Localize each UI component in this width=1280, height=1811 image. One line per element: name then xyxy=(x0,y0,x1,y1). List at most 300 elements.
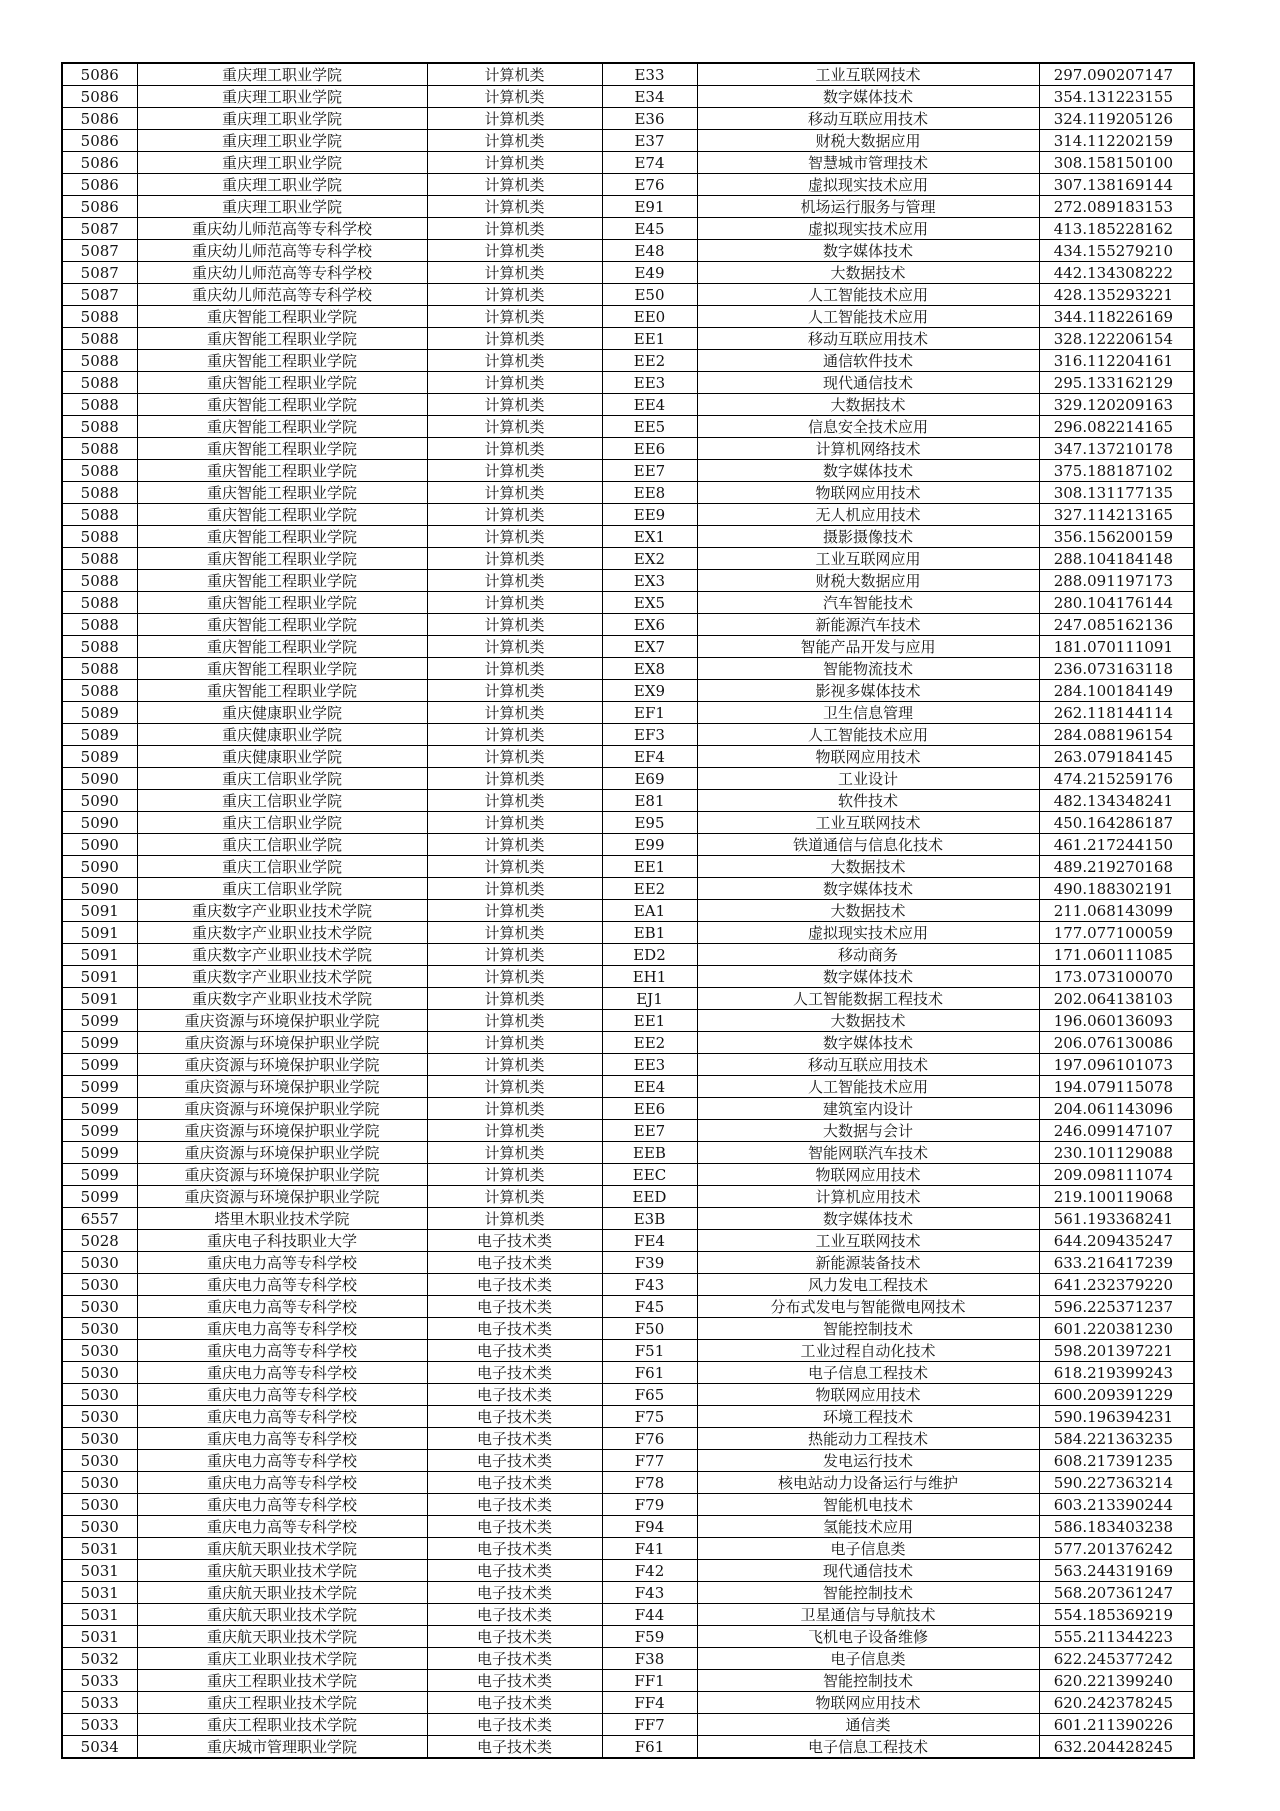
major-code-cell: E69 xyxy=(602,768,697,790)
score-cell: 328.122206154 xyxy=(1039,328,1194,350)
school-name-cell: 重庆智能工程职业学院 xyxy=(137,658,427,680)
category-cell: 计算机类 xyxy=(427,482,602,504)
table-row xyxy=(62,1076,1194,1098)
major-code-cell: EX9 xyxy=(602,680,697,702)
school-code-cell: 5091 xyxy=(62,966,137,988)
school-code-cell: 5091 xyxy=(62,900,137,922)
major-name-cell: 电子信息工程技术 xyxy=(697,1362,1039,1384)
school-name-cell: 重庆智能工程职业学院 xyxy=(137,570,427,592)
major-code-cell: F75 xyxy=(602,1406,697,1428)
category-cell: 计算机类 xyxy=(427,306,602,328)
major-code-cell: F51 xyxy=(602,1340,697,1362)
table-row xyxy=(62,1208,1194,1230)
major-name-cell: 智能控制技术 xyxy=(697,1318,1039,1340)
major-code-cell: EH1 xyxy=(602,966,697,988)
school-code-cell: 5033 xyxy=(62,1692,137,1714)
major-name-cell: 智能控制技术 xyxy=(697,1582,1039,1604)
major-code-cell: F45 xyxy=(602,1296,697,1318)
score-cell: 620.221399240 xyxy=(1039,1670,1194,1692)
school-name-cell: 重庆智能工程职业学院 xyxy=(137,416,427,438)
admission-score-table xyxy=(61,62,1195,1759)
major-code-cell: F39 xyxy=(602,1252,697,1274)
school-code-cell: 5030 xyxy=(62,1362,137,1384)
category-cell: 电子技术类 xyxy=(427,1604,602,1626)
score-cell: 211.068143099 xyxy=(1039,900,1194,922)
school-code-cell: 5090 xyxy=(62,790,137,812)
category-cell: 电子技术类 xyxy=(427,1670,602,1692)
school-name-cell: 重庆资源与环境保护职业学院 xyxy=(137,1054,427,1076)
score-cell: 230.101129088 xyxy=(1039,1142,1194,1164)
score-cell: 262.118144114 xyxy=(1039,702,1194,724)
school-code-cell: 5090 xyxy=(62,834,137,856)
score-cell: 442.134308222 xyxy=(1039,262,1194,284)
score-cell: 601.220381230 xyxy=(1039,1318,1194,1340)
school-name-cell: 重庆电力高等专科学校 xyxy=(137,1340,427,1362)
table-row xyxy=(62,1120,1194,1142)
school-name-cell: 重庆理工职业学院 xyxy=(137,130,427,152)
table-row xyxy=(62,1274,1194,1296)
major-name-cell: 智能机电技术 xyxy=(697,1494,1039,1516)
table-row xyxy=(62,1648,1194,1670)
score-cell: 601.211390226 xyxy=(1039,1714,1194,1736)
category-cell: 计算机类 xyxy=(427,768,602,790)
score-cell: 196.060136093 xyxy=(1039,1010,1194,1032)
table-row xyxy=(62,482,1194,504)
table-row xyxy=(62,1186,1194,1208)
school-name-cell: 重庆数字产业职业技术学院 xyxy=(137,944,427,966)
table-row xyxy=(62,306,1194,328)
category-cell: 计算机类 xyxy=(427,922,602,944)
score-cell: 474.215259176 xyxy=(1039,768,1194,790)
table-row xyxy=(62,636,1194,658)
score-cell: 324.119205126 xyxy=(1039,108,1194,130)
category-cell: 计算机类 xyxy=(427,372,602,394)
school-name-cell: 重庆电力高等专科学校 xyxy=(137,1494,427,1516)
school-name-cell: 重庆电力高等专科学校 xyxy=(137,1274,427,1296)
school-name-cell: 重庆电力高等专科学校 xyxy=(137,1406,427,1428)
major-code-cell: F65 xyxy=(602,1384,697,1406)
school-name-cell: 重庆工业职业技术学院 xyxy=(137,1648,427,1670)
major-name-cell: 智能产品开发与应用 xyxy=(697,636,1039,658)
table-row xyxy=(62,834,1194,856)
category-cell: 计算机类 xyxy=(427,196,602,218)
school-name-cell: 重庆幼儿师范高等专科学校 xyxy=(137,262,427,284)
school-name-cell: 重庆工信职业学院 xyxy=(137,856,427,878)
major-code-cell: F38 xyxy=(602,1648,697,1670)
school-name-cell: 重庆幼儿师范高等专科学校 xyxy=(137,218,427,240)
school-code-cell: 5033 xyxy=(62,1670,137,1692)
table-row xyxy=(62,548,1194,570)
score-cell: 632.204428245 xyxy=(1039,1736,1194,1759)
table-row xyxy=(62,438,1194,460)
school-code-cell: 5034 xyxy=(62,1736,137,1759)
school-code-cell: 5091 xyxy=(62,944,137,966)
major-name-cell: 人工智能技术应用 xyxy=(697,724,1039,746)
score-cell: 295.133162129 xyxy=(1039,372,1194,394)
category-cell: 计算机类 xyxy=(427,878,602,900)
major-name-cell: 数字媒体技术 xyxy=(697,86,1039,108)
table-row xyxy=(62,1714,1194,1736)
major-name-cell: 工业设计 xyxy=(697,768,1039,790)
major-name-cell: 人工智能技术应用 xyxy=(697,306,1039,328)
category-cell: 电子技术类 xyxy=(427,1296,602,1318)
school-code-cell: 5087 xyxy=(62,262,137,284)
score-cell: 181.070111091 xyxy=(1039,636,1194,658)
table-row xyxy=(62,416,1194,438)
school-name-cell: 重庆数字产业职业技术学院 xyxy=(137,988,427,1010)
school-code-cell: 5030 xyxy=(62,1472,137,1494)
score-cell: 314.112202159 xyxy=(1039,130,1194,152)
school-code-cell: 5091 xyxy=(62,988,137,1010)
major-name-cell: 新能源装备技术 xyxy=(697,1252,1039,1274)
school-code-cell: 5088 xyxy=(62,328,137,350)
table-row xyxy=(62,1032,1194,1054)
school-code-cell: 5086 xyxy=(62,63,137,86)
school-code-cell: 5028 xyxy=(62,1230,137,1252)
major-name-cell: 环境工程技术 xyxy=(697,1406,1039,1428)
category-cell: 计算机类 xyxy=(427,1054,602,1076)
table-row xyxy=(62,1494,1194,1516)
major-name-cell: 信息安全技术应用 xyxy=(697,416,1039,438)
table-row xyxy=(62,1098,1194,1120)
major-name-cell: 大数据技术 xyxy=(697,1010,1039,1032)
school-code-cell: 5099 xyxy=(62,1098,137,1120)
table-row xyxy=(62,592,1194,614)
school-name-cell: 重庆智能工程职业学院 xyxy=(137,328,427,350)
major-code-cell: EX7 xyxy=(602,636,697,658)
major-code-cell: F76 xyxy=(602,1428,697,1450)
category-cell: 计算机类 xyxy=(427,504,602,526)
major-name-cell: 大数据与会计 xyxy=(697,1120,1039,1142)
school-code-cell: 5090 xyxy=(62,856,137,878)
score-cell: 329.120209163 xyxy=(1039,394,1194,416)
table-row xyxy=(62,1230,1194,1252)
score-cell: 171.060111085 xyxy=(1039,944,1194,966)
school-code-cell: 5088 xyxy=(62,636,137,658)
category-cell: 计算机类 xyxy=(427,262,602,284)
category-cell: 计算机类 xyxy=(427,570,602,592)
major-name-cell: 汽车智能技术 xyxy=(697,592,1039,614)
category-cell: 计算机类 xyxy=(427,724,602,746)
category-cell: 计算机类 xyxy=(427,944,602,966)
school-name-cell: 重庆智能工程职业学院 xyxy=(137,526,427,548)
school-name-cell: 重庆工程职业技术学院 xyxy=(137,1692,427,1714)
category-cell: 计算机类 xyxy=(427,680,602,702)
major-code-cell: EE3 xyxy=(602,372,697,394)
score-cell: 197.096101073 xyxy=(1039,1054,1194,1076)
table-row xyxy=(62,240,1194,262)
category-cell: 电子技术类 xyxy=(427,1494,602,1516)
school-code-cell: 5033 xyxy=(62,1714,137,1736)
category-cell: 计算机类 xyxy=(427,1208,602,1230)
major-code-cell: FF1 xyxy=(602,1670,697,1692)
major-name-cell: 人工智能技术应用 xyxy=(697,284,1039,306)
score-cell: 568.207361247 xyxy=(1039,1582,1194,1604)
major-code-cell: F42 xyxy=(602,1560,697,1582)
major-code-cell: EE5 xyxy=(602,416,697,438)
category-cell: 电子技术类 xyxy=(427,1626,602,1648)
major-name-cell: 电子信息类 xyxy=(697,1648,1039,1670)
category-cell: 电子技术类 xyxy=(427,1538,602,1560)
school-code-cell: 5030 xyxy=(62,1340,137,1362)
school-name-cell: 重庆智能工程职业学院 xyxy=(137,350,427,372)
major-code-cell: EE7 xyxy=(602,1120,697,1142)
school-name-cell: 重庆电子科技职业大学 xyxy=(137,1230,427,1252)
score-cell: 308.158150100 xyxy=(1039,152,1194,174)
school-code-cell: 5086 xyxy=(62,86,137,108)
school-name-cell: 重庆理工职业学院 xyxy=(137,152,427,174)
school-name-cell: 重庆智能工程职业学院 xyxy=(137,394,427,416)
major-name-cell: 软件技术 xyxy=(697,790,1039,812)
major-name-cell: 数字媒体技术 xyxy=(697,878,1039,900)
school-code-cell: 5090 xyxy=(62,812,137,834)
school-name-cell: 塔里木职业技术学院 xyxy=(137,1208,427,1230)
major-code-cell: FF4 xyxy=(602,1692,697,1714)
category-cell: 电子技术类 xyxy=(427,1648,602,1670)
school-name-cell: 重庆电力高等专科学校 xyxy=(137,1296,427,1318)
school-name-cell: 重庆资源与环境保护职业学院 xyxy=(137,1010,427,1032)
major-code-cell: E49 xyxy=(602,262,697,284)
score-cell: 461.217244150 xyxy=(1039,834,1194,856)
score-cell: 590.196394231 xyxy=(1039,1406,1194,1428)
table-row xyxy=(62,130,1194,152)
major-code-cell: F50 xyxy=(602,1318,697,1340)
school-code-cell: 5099 xyxy=(62,1142,137,1164)
score-cell: 555.211344223 xyxy=(1039,1626,1194,1648)
school-name-cell: 重庆资源与环境保护职业学院 xyxy=(137,1142,427,1164)
table-row xyxy=(62,966,1194,988)
major-code-cell: E76 xyxy=(602,174,697,196)
table-row xyxy=(62,900,1194,922)
major-name-cell: 人工智能数据工程技术 xyxy=(697,988,1039,1010)
school-code-cell: 5087 xyxy=(62,240,137,262)
major-name-cell: 数字媒体技术 xyxy=(697,460,1039,482)
school-code-cell: 5087 xyxy=(62,218,137,240)
category-cell: 计算机类 xyxy=(427,856,602,878)
category-cell: 计算机类 xyxy=(427,108,602,130)
major-code-cell: EE2 xyxy=(602,350,697,372)
category-cell: 计算机类 xyxy=(427,636,602,658)
major-name-cell: 移动商务 xyxy=(697,944,1039,966)
table-body xyxy=(62,63,1194,1758)
school-code-cell: 5086 xyxy=(62,130,137,152)
major-name-cell: 大数据技术 xyxy=(697,394,1039,416)
category-cell: 计算机类 xyxy=(427,966,602,988)
major-code-cell: EF4 xyxy=(602,746,697,768)
score-cell: 598.201397221 xyxy=(1039,1340,1194,1362)
major-name-cell: 现代通信技术 xyxy=(697,372,1039,394)
table-row xyxy=(62,922,1194,944)
major-name-cell: 工业互联网技术 xyxy=(697,1230,1039,1252)
major-name-cell: 铁道通信与信息化技术 xyxy=(697,834,1039,856)
table-row xyxy=(62,570,1194,592)
score-cell: 561.193368241 xyxy=(1039,1208,1194,1230)
major-code-cell: E48 xyxy=(602,240,697,262)
table-row xyxy=(62,350,1194,372)
category-cell: 计算机类 xyxy=(427,174,602,196)
major-code-cell: E95 xyxy=(602,812,697,834)
score-cell: 247.085162136 xyxy=(1039,614,1194,636)
major-name-cell: 财税大数据应用 xyxy=(697,130,1039,152)
school-name-cell: 重庆健康职业学院 xyxy=(137,724,427,746)
major-name-cell: 核电站动力设备运行与维护 xyxy=(697,1472,1039,1494)
major-name-cell: 卫星通信与导航技术 xyxy=(697,1604,1039,1626)
school-name-cell: 重庆航天职业技术学院 xyxy=(137,1538,427,1560)
major-name-cell: 通信类 xyxy=(697,1714,1039,1736)
major-name-cell: 现代通信技术 xyxy=(697,1560,1039,1582)
school-code-cell: 5088 xyxy=(62,350,137,372)
major-code-cell: EE8 xyxy=(602,482,697,504)
school-code-cell: 5088 xyxy=(62,680,137,702)
table-row xyxy=(62,1296,1194,1318)
score-cell: 577.201376242 xyxy=(1039,1538,1194,1560)
score-cell: 586.183403238 xyxy=(1039,1516,1194,1538)
category-cell: 计算机类 xyxy=(427,1120,602,1142)
school-name-cell: 重庆工信职业学院 xyxy=(137,812,427,834)
category-cell: 计算机类 xyxy=(427,658,602,680)
major-name-cell: 财税大数据应用 xyxy=(697,570,1039,592)
category-cell: 计算机类 xyxy=(427,460,602,482)
major-code-cell: EJ1 xyxy=(602,988,697,1010)
school-code-cell: 5030 xyxy=(62,1516,137,1538)
major-code-cell: E33 xyxy=(602,63,697,86)
table-row xyxy=(62,1428,1194,1450)
major-name-cell: 智慧城市管理技术 xyxy=(697,152,1039,174)
score-cell: 296.082214165 xyxy=(1039,416,1194,438)
score-cell: 327.114213165 xyxy=(1039,504,1194,526)
school-code-cell: 5090 xyxy=(62,768,137,790)
school-name-cell: 重庆智能工程职业学院 xyxy=(137,372,427,394)
major-code-cell: F94 xyxy=(602,1516,697,1538)
category-cell: 计算机类 xyxy=(427,812,602,834)
major-name-cell: 物联网应用技术 xyxy=(697,1164,1039,1186)
category-cell: 计算机类 xyxy=(427,416,602,438)
major-code-cell: F41 xyxy=(602,1538,697,1560)
school-code-cell: 5031 xyxy=(62,1538,137,1560)
category-cell: 计算机类 xyxy=(427,350,602,372)
category-cell: 电子技术类 xyxy=(427,1318,602,1340)
school-code-cell: 5031 xyxy=(62,1604,137,1626)
category-cell: 计算机类 xyxy=(427,548,602,570)
table-row xyxy=(62,746,1194,768)
category-cell: 计算机类 xyxy=(427,328,602,350)
school-name-cell: 重庆电力高等专科学校 xyxy=(137,1450,427,1472)
school-name-cell: 重庆电力高等专科学校 xyxy=(137,1384,427,1406)
school-name-cell: 重庆理工职业学院 xyxy=(137,86,427,108)
table-row xyxy=(62,1670,1194,1692)
school-code-cell: 5099 xyxy=(62,1120,137,1142)
major-code-cell: F59 xyxy=(602,1626,697,1648)
school-name-cell: 重庆资源与环境保护职业学院 xyxy=(137,1120,427,1142)
major-name-cell: 移动互联应用技术 xyxy=(697,328,1039,350)
category-cell: 计算机类 xyxy=(427,746,602,768)
category-cell: 电子技术类 xyxy=(427,1384,602,1406)
table-row xyxy=(62,1054,1194,1076)
major-code-cell: EF3 xyxy=(602,724,697,746)
major-code-cell: FE4 xyxy=(602,1230,697,1252)
major-name-cell: 虚拟现实技术应用 xyxy=(697,218,1039,240)
major-code-cell: EX3 xyxy=(602,570,697,592)
major-name-cell: 移动互联应用技术 xyxy=(697,108,1039,130)
school-code-cell: 5086 xyxy=(62,108,137,130)
major-code-cell: F79 xyxy=(602,1494,697,1516)
major-name-cell: 摄影摄像技术 xyxy=(697,526,1039,548)
school-code-cell: 5099 xyxy=(62,1054,137,1076)
score-cell: 356.156200159 xyxy=(1039,526,1194,548)
major-code-cell: F61 xyxy=(602,1362,697,1384)
table-row xyxy=(62,614,1194,636)
major-name-cell: 物联网应用技术 xyxy=(697,1692,1039,1714)
school-name-cell: 重庆幼儿师范高等专科学校 xyxy=(137,284,427,306)
major-name-cell: 大数据技术 xyxy=(697,262,1039,284)
table-row xyxy=(62,86,1194,108)
school-name-cell: 重庆健康职业学院 xyxy=(137,746,427,768)
school-name-cell: 重庆电力高等专科学校 xyxy=(137,1428,427,1450)
major-name-cell: 通信软件技术 xyxy=(697,350,1039,372)
category-cell: 计算机类 xyxy=(427,1186,602,1208)
school-code-cell: 5030 xyxy=(62,1318,137,1340)
score-cell: 482.134348241 xyxy=(1039,790,1194,812)
score-cell: 450.164286187 xyxy=(1039,812,1194,834)
school-name-cell: 重庆航天职业技术学院 xyxy=(137,1604,427,1626)
score-cell: 206.076130086 xyxy=(1039,1032,1194,1054)
major-name-cell: 发电运行技术 xyxy=(697,1450,1039,1472)
school-name-cell: 重庆航天职业技术学院 xyxy=(137,1560,427,1582)
category-cell: 计算机类 xyxy=(427,1010,602,1032)
table-row xyxy=(62,1450,1194,1472)
score-cell: 209.098111074 xyxy=(1039,1164,1194,1186)
major-code-cell: E3B xyxy=(602,1208,697,1230)
score-cell: 490.188302191 xyxy=(1039,878,1194,900)
school-name-cell: 重庆城市管理职业学院 xyxy=(137,1736,427,1759)
school-code-cell: 5099 xyxy=(62,1186,137,1208)
major-name-cell: 建筑室内设计 xyxy=(697,1098,1039,1120)
major-code-cell: F78 xyxy=(602,1472,697,1494)
school-name-cell: 重庆电力高等专科学校 xyxy=(137,1472,427,1494)
category-cell: 计算机类 xyxy=(427,1098,602,1120)
score-cell: 354.131223155 xyxy=(1039,86,1194,108)
school-code-cell: 6557 xyxy=(62,1208,137,1230)
major-name-cell: 物联网应用技术 xyxy=(697,746,1039,768)
major-name-cell: 卫生信息管理 xyxy=(697,702,1039,724)
school-name-cell: 重庆智能工程职业学院 xyxy=(137,504,427,526)
school-code-cell: 5099 xyxy=(62,1032,137,1054)
school-name-cell: 重庆智能工程职业学院 xyxy=(137,306,427,328)
major-code-cell: EE4 xyxy=(602,1076,697,1098)
table-row xyxy=(62,1406,1194,1428)
school-code-cell: 5088 xyxy=(62,526,137,548)
category-cell: 电子技术类 xyxy=(427,1274,602,1296)
school-name-cell: 重庆幼儿师范高等专科学校 xyxy=(137,240,427,262)
school-name-cell: 重庆航天职业技术学院 xyxy=(137,1582,427,1604)
score-cell: 202.064138103 xyxy=(1039,988,1194,1010)
school-name-cell: 重庆航天职业技术学院 xyxy=(137,1626,427,1648)
table-row xyxy=(62,658,1194,680)
major-code-cell: E36 xyxy=(602,108,697,130)
table-row xyxy=(62,768,1194,790)
school-code-cell: 5032 xyxy=(62,1648,137,1670)
score-cell: 413.185228162 xyxy=(1039,218,1194,240)
school-code-cell: 5030 xyxy=(62,1428,137,1450)
major-name-cell: 大数据技术 xyxy=(697,900,1039,922)
school-code-cell: 5031 xyxy=(62,1560,137,1582)
score-cell: 284.088196154 xyxy=(1039,724,1194,746)
school-code-cell: 5090 xyxy=(62,878,137,900)
table-row xyxy=(62,1516,1194,1538)
major-code-cell: F43 xyxy=(602,1274,697,1296)
major-code-cell: EE9 xyxy=(602,504,697,526)
school-code-cell: 5030 xyxy=(62,1406,137,1428)
